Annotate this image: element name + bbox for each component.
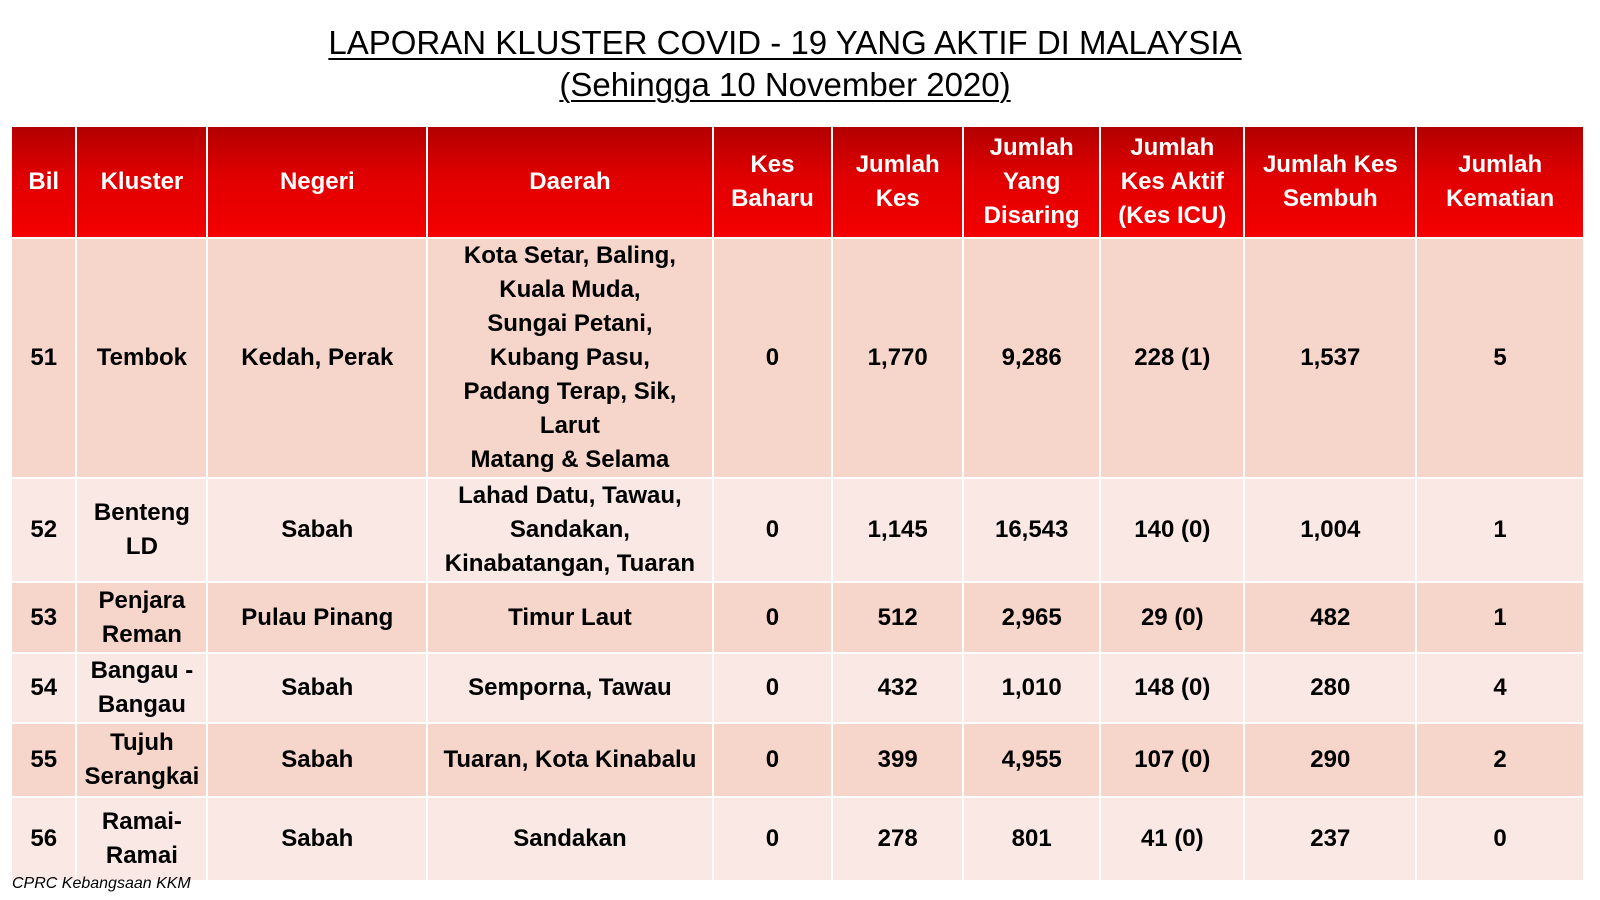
cell-kes-baharu: 0 xyxy=(713,238,833,478)
cell-negeri: Sabah xyxy=(207,723,427,797)
cell-kes-baharu: 0 xyxy=(713,723,833,797)
header-kes-sembuh: Jumlah Kes Sembuh xyxy=(1244,126,1416,238)
cell-jumlah-kes: 432 xyxy=(832,653,963,723)
table-row xyxy=(11,797,1584,881)
header-bil: Bil xyxy=(11,126,76,238)
header-kematian: Jumlah Kematian xyxy=(1416,126,1584,238)
cell-jumlah-disaring: 1,010 xyxy=(963,653,1100,723)
cell-jumlah-kes: 1,145 xyxy=(832,478,963,582)
cell-daerah: Lahad Datu, Tawau, Sandakan, Kinabatangan, Tuaran xyxy=(427,478,712,582)
cell-jumlah-kes: 512 xyxy=(832,582,963,653)
table-row xyxy=(11,478,1584,582)
cell-kluster: Ramai- Ramai xyxy=(76,797,207,881)
cell-jumlah-disaring: 801 xyxy=(963,797,1100,881)
cell-kes-aktif-icu: 29 (0) xyxy=(1100,582,1244,653)
cell-kematian: 5 xyxy=(1416,238,1584,478)
cell-kes-aktif-icu: 140 (0) xyxy=(1100,478,1244,582)
cell-kes-sembuh: 1,004 xyxy=(1244,478,1416,582)
header-kes-baharu: Kes Baharu xyxy=(713,126,833,238)
cell-bil: 52 xyxy=(11,478,76,582)
cell-kes-aktif-icu: 148 (0) xyxy=(1100,653,1244,723)
cell-daerah: Semporna, Tawau xyxy=(427,653,712,723)
cell-daerah: Sandakan xyxy=(427,797,712,881)
table-header-row xyxy=(11,126,1584,238)
cell-jumlah-kes: 1,770 xyxy=(832,238,963,478)
cell-kes-aktif-icu: 107 (0) xyxy=(1100,723,1244,797)
header-kes-aktif-icu: Jumlah Kes Aktif (Kes ICU) xyxy=(1100,126,1244,238)
cell-kes-sembuh: 290 xyxy=(1244,723,1416,797)
cell-bil: 55 xyxy=(11,723,76,797)
cell-jumlah-disaring: 2,965 xyxy=(963,582,1100,653)
cell-kes-baharu: 0 xyxy=(713,653,833,723)
cell-kematian: 1 xyxy=(1416,478,1584,582)
table-row xyxy=(11,723,1584,797)
cell-negeri: Sabah xyxy=(207,797,427,881)
cell-kematian: 2 xyxy=(1416,723,1584,797)
cell-negeri: Sabah xyxy=(207,478,427,582)
cell-negeri: Kedah, Perak xyxy=(207,238,427,478)
cluster-table xyxy=(10,125,1585,882)
table-row xyxy=(11,653,1584,723)
cell-jumlah-disaring: 16,543 xyxy=(963,478,1100,582)
cell-kes-baharu: 0 xyxy=(713,582,833,653)
cell-jumlah-disaring: 4,955 xyxy=(963,723,1100,797)
title-line-2: (Sehingga 10 November 2020) xyxy=(559,66,1011,103)
cell-bil: 56 xyxy=(11,797,76,881)
cell-kes-sembuh: 1,537 xyxy=(1244,238,1416,478)
cell-bil: 51 xyxy=(11,238,76,478)
cell-daerah: Tuaran, Kota Kinabalu xyxy=(427,723,712,797)
report-title xyxy=(0,22,1570,106)
cell-kes-aktif-icu: 41 (0) xyxy=(1100,797,1244,881)
cell-kes-baharu: 0 xyxy=(713,797,833,881)
cell-kematian: 1 xyxy=(1416,582,1584,653)
cell-kluster: Tembok xyxy=(76,238,207,478)
cell-jumlah-disaring: 9,286 xyxy=(963,238,1100,478)
header-jumlah-kes: Jumlah Kes xyxy=(832,126,963,238)
cell-kes-sembuh: 482 xyxy=(1244,582,1416,653)
cell-kematian: 0 xyxy=(1416,797,1584,881)
cell-negeri: Pulau Pinang xyxy=(207,582,427,653)
header-negeri: Negeri xyxy=(207,126,427,238)
cell-bil: 54 xyxy=(11,653,76,723)
cell-kluster: Tujuh Serangkai xyxy=(76,723,207,797)
source-note: CPRC Kebangsaan KKM xyxy=(12,875,191,892)
header-daerah: Daerah xyxy=(427,126,712,238)
header-kluster: Kluster xyxy=(76,126,207,238)
cell-jumlah-kes: 278 xyxy=(832,797,963,881)
cell-jumlah-kes: 399 xyxy=(832,723,963,797)
title-line-1: LAPORAN KLUSTER COVID - 19 YANG AKTIF DI MALAYSIA xyxy=(328,24,1242,61)
cell-daerah: Timur Laut xyxy=(427,582,712,653)
header-jumlah-disaring: Jumlah Yang Disaring xyxy=(963,126,1100,238)
cell-kluster: Penjara Reman xyxy=(76,582,207,653)
cell-negeri: Sabah xyxy=(207,653,427,723)
cell-kes-baharu: 0 xyxy=(713,478,833,582)
cell-kes-aktif-icu: 228 (1) xyxy=(1100,238,1244,478)
cell-kluster: Benteng LD xyxy=(76,478,207,582)
cell-kematian: 4 xyxy=(1416,653,1584,723)
cell-kes-sembuh: 280 xyxy=(1244,653,1416,723)
table-row xyxy=(11,238,1584,478)
cell-bil: 53 xyxy=(11,582,76,653)
table-row xyxy=(11,582,1584,653)
cell-kluster: Bangau - Bangau xyxy=(76,653,207,723)
cell-daerah: Kota Setar, Baling, Kuala Muda, Sungai Petani, Kubang Pasu, Padang Terap, Sik, Larut Matang & Selama xyxy=(427,238,712,478)
cell-kes-sembuh: 237 xyxy=(1244,797,1416,881)
